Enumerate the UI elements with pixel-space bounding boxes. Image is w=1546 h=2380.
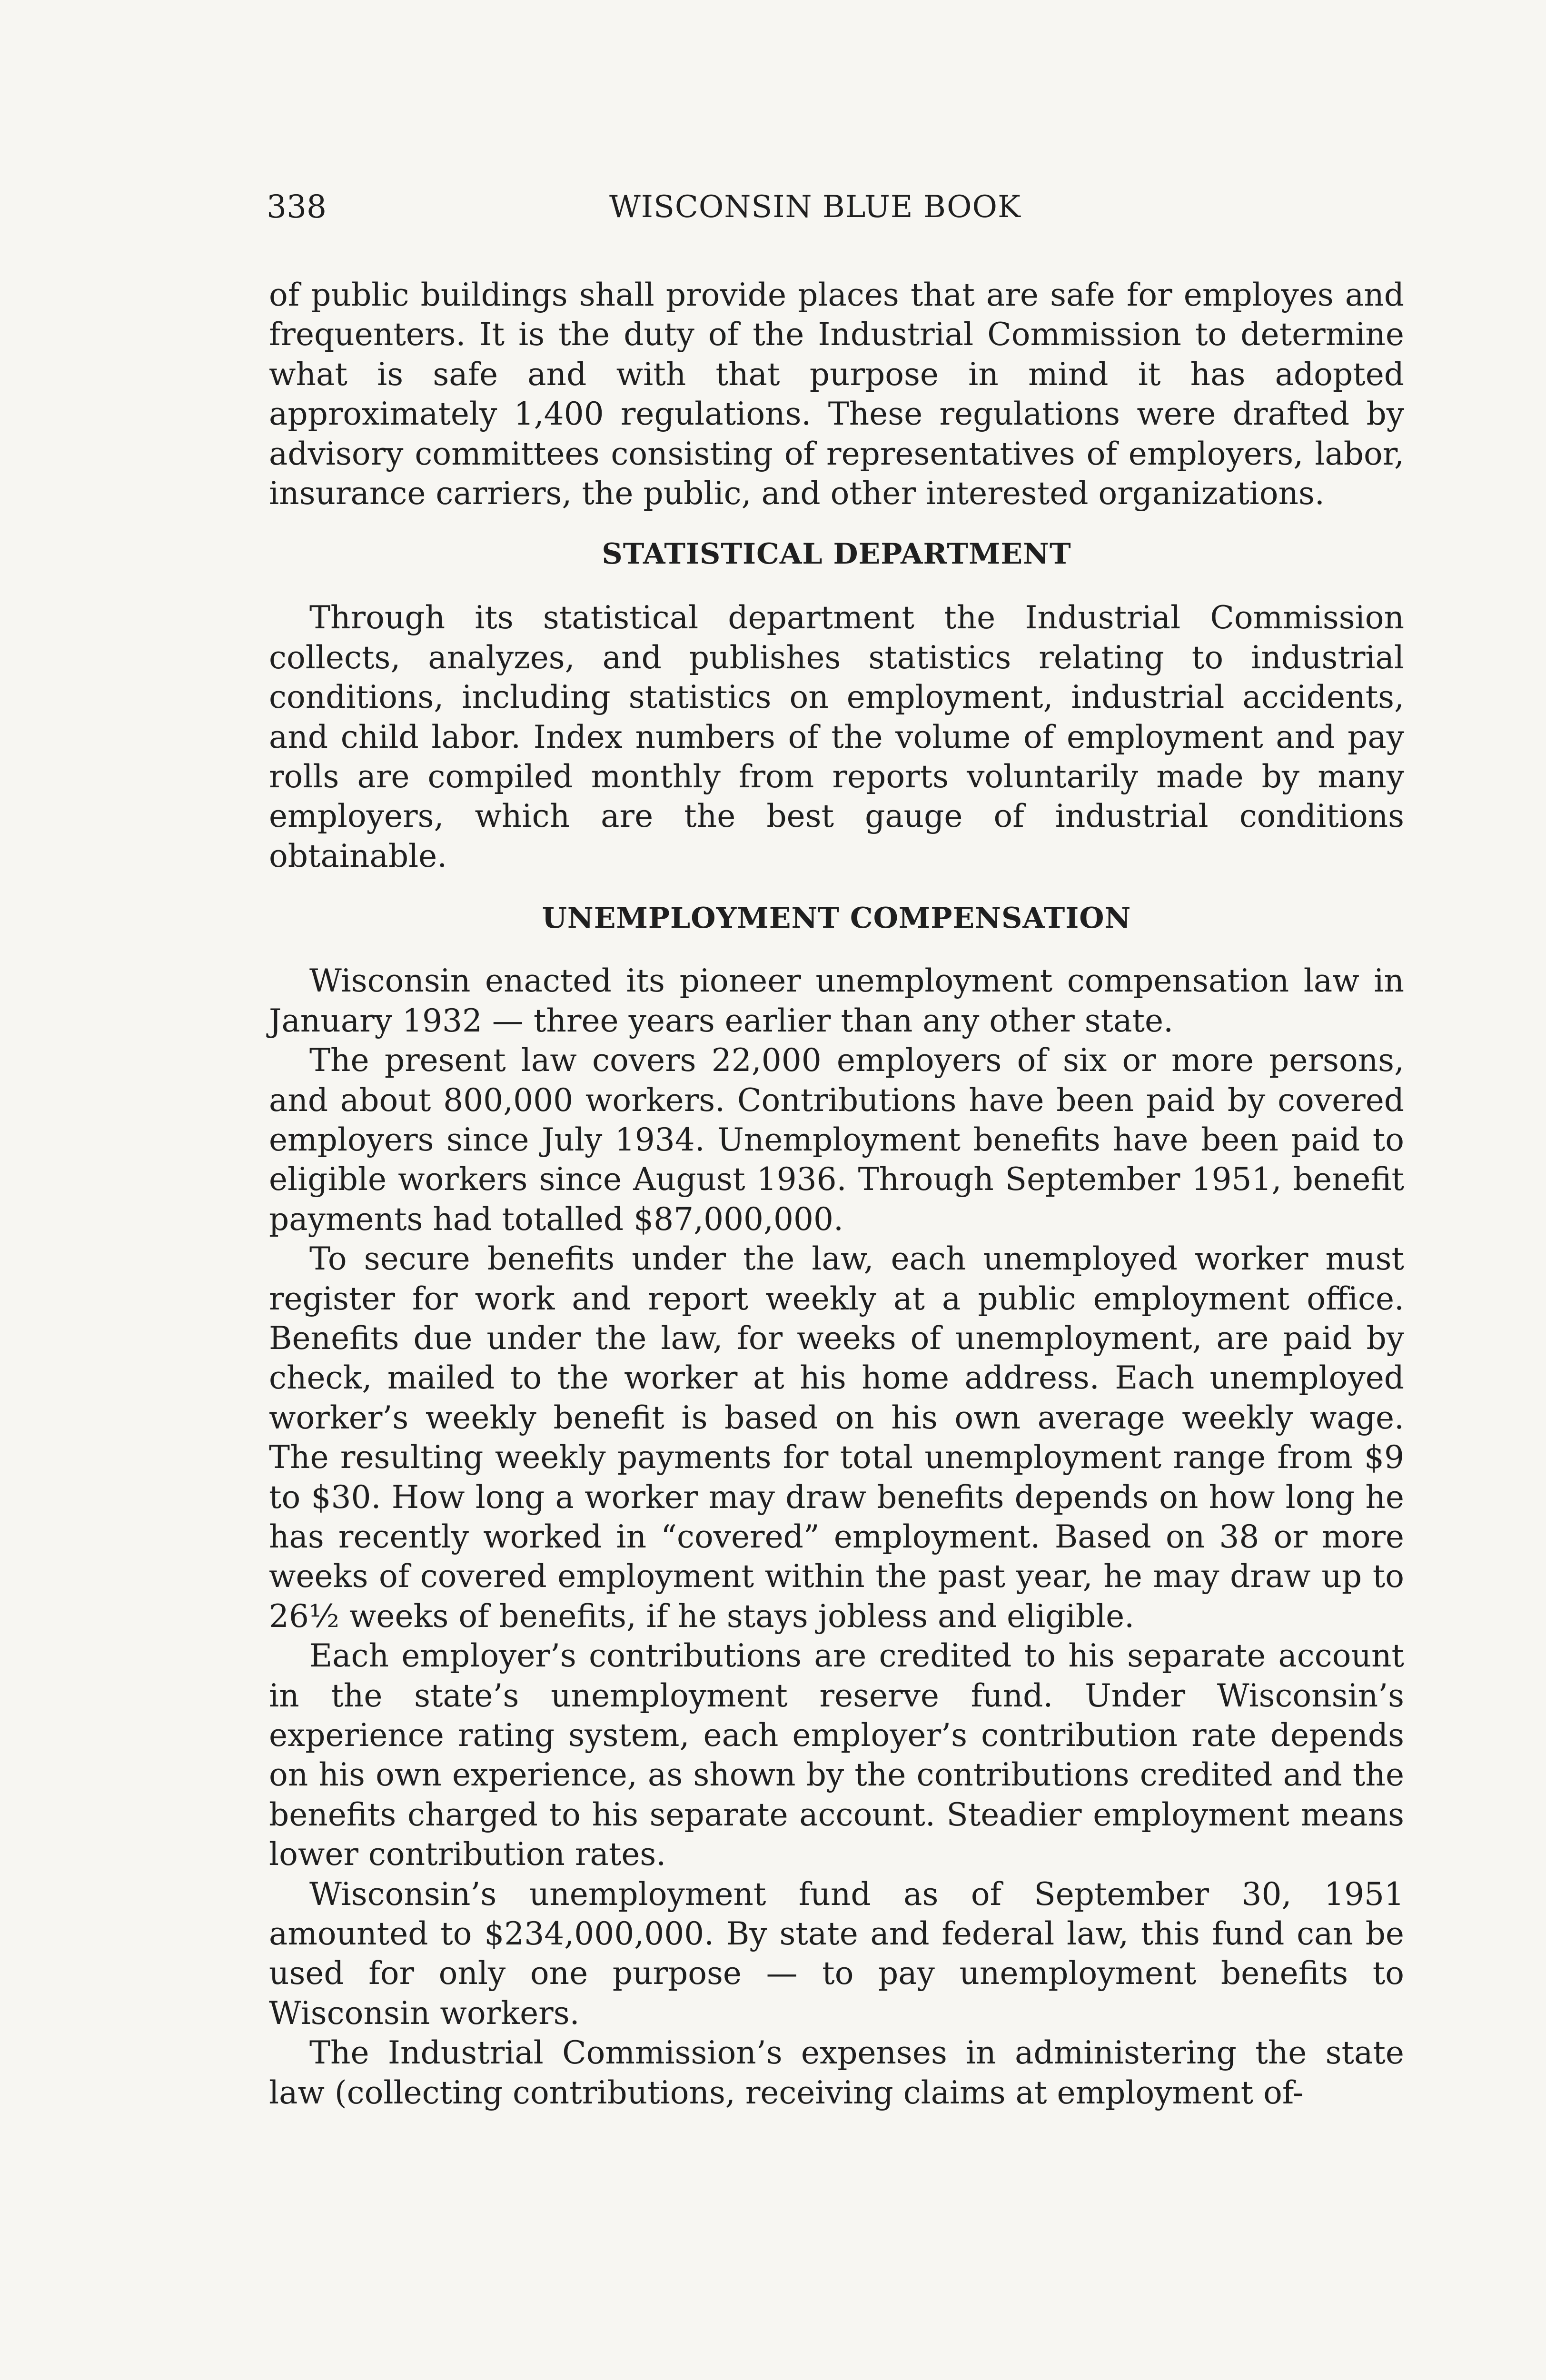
statistical-paragraph: Through its statistical department the Industrial Commission collects, analyzes, and publishes statistics relating to industrial conditions, including statistics on employment, industrial accidents, and child labor. Index numbers of the volume of employment and pay rolls are compiled monthly from reports voluntarily made by many employers, which are the best gauge of industrial conditions obtainable. bbox=[269, 599, 1404, 874]
book-title: WISCONSIN BLUE BOOK bbox=[609, 189, 1021, 225]
unemployment-paragraph: Wisconsin enacted its pioneer unemployment compensation law in January 1932 — three years earlier than any other state. bbox=[269, 962, 1404, 1039]
unemployment-paragraph: Each employer’s contributions are credited to his separate account in the state’s unemployment reserve fund. Under Wisconsin’s experience rating system, each employer’s contribution rate depends on his own experience, as shown by the contributions credited and the benefits charged to his separate account. Steadier employment means lower contribution rates. bbox=[269, 1637, 1404, 1873]
intro-paragraph: of public buildings shall provide places that are safe for employes and frequenters. It is the duty of the Industrial Commission to determine what is safe and with that purpose in mind it has adopted approximately 1,400 regulations. These regulations were drafted by advisory committees consisting of representatives of employers, labor, insurance carriers, the public, and other interested organizations. bbox=[269, 277, 1404, 512]
running-head bbox=[267, 186, 1409, 228]
unemployment-paragraph: To secure benefits under the law, each unemployed worker must register for work and report weekly at a public employment office. Benefits due under the law, for weeks of unemployment, are paid by check, mailed to the worker at his home address. Each unemployed worker’s weekly benefit is based on his own average weekly wage. The resulting weekly payments for total unemployment range from $9 to $30. How long a worker may draw benefits depends on how long he has recently worked in “covered” employment. Based on 38 or more weeks of covered employment within the past year, he may draw up to 26½ weeks of benefits, if he stays jobless and eligible. bbox=[269, 1240, 1404, 1635]
body-text bbox=[269, 275, 1404, 2112]
page-number: 338 bbox=[267, 188, 327, 225]
unemployment-paragraph: Wisconsin’s unemployment fund as of September 30, 1951 amounted to $234,000,000. By state and federal law, this fund can be used for only one purpose — to pay unemployment benefits to Wisconsin workers. bbox=[269, 1875, 1404, 2032]
unemployment-paragraph: The Industrial Commission’s expenses in administering the state law (collecting contributions, receiving claims at employment of- bbox=[269, 2034, 1404, 2111]
section-heading-unemployment: UNEMPLOYMENT COMPENSATION bbox=[542, 902, 1131, 935]
section-heading-statistical: STATISTICAL DEPARTMENT bbox=[602, 537, 1071, 571]
unemployment-paragraph: The present law covers 22,000 employers of six or more persons, and about 800,000 workers. Contributions have been paid by covered employers since July 1934. Unemployment benefits have been paid to eligible workers since August 1936. Through September 1951, benefit payments had totalled $87,000,000. bbox=[269, 1042, 1404, 1238]
